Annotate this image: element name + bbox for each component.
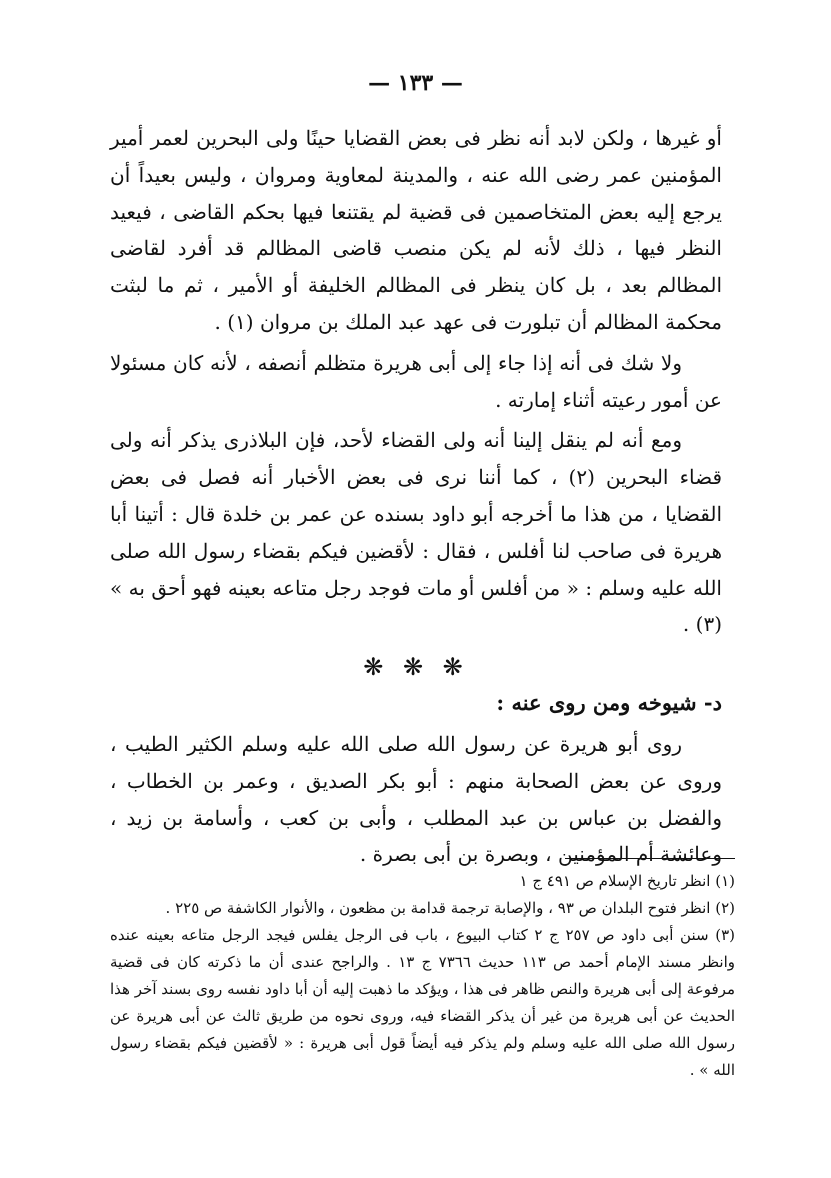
paragraph-3: ومع أنه لم ينقل إلينا أنه ولى القضاء لأحد، فإن البلاذرى يذكر أنه ولى قضاء البحرين (٢) ، كما أننا نرى فى بعض الأخبار أنه فصل فى بعض القضايا ، من هذا ما أخرجه أبو داود بسنده عن عمر بن خلدة قال : أتينا أبا هريرة فى صاحب لنا أفلس ، فقال : لأقضين فيكم بقضاء رسول الله صلى الله عليه وسلم : « من أفلس أو مات فوجد رجل متاعه بعينه فهو أحق به » (٣) . — [110, 428, 723, 637]
footnote-2: (٢) انظر فتوح البلدان ص ٩٣ ، والإصابة ترجمة قدامة بن مظعون ، والأنوار الكاشفة ص ٢٢٥ . — [165, 899, 735, 917]
page-number: — ١٣٣ — — [368, 70, 463, 96]
section-heading: د- شيوخه ومن روى عنه : — [496, 690, 722, 716]
footnote-1: (١) انظر تاريخ الإسلام ص ٤٩١ ج ١ — [519, 872, 735, 890]
paragraph-2: ولا شك فى أنه إذا جاء إلى أبى هريرة متظلم أنصفه ، لأنه كان مسئولا عن أمور رعيته أثناء إمارته . — [110, 350, 722, 412]
paragraph-4: روى أبو هريرة عن رسول الله صلى الله عليه وسلم الكثير الطيب ، وروى عن بعض الصحابة منهم : أبو بكر الصديق ، وعمر بن الخطاب ، والفضل بن عباس بن عبد المطلب ، وأبى بن كعب ، وأسامة بن زيد ، وعائشة أم المؤمنين ، وبصرة بن أبى بصرة . — [110, 731, 722, 867]
section-ornament: ❋ ❋ ❋ — [363, 653, 469, 682]
footnote-separator — [565, 858, 735, 859]
main-text — [110, 120, 722, 877]
footnote-3: (٣) سنن أبى داود ص ٢٥٧ ج ٢ كتاب البيوع ، باب فى الرجل يفلس فيجد الرجل متاعه بعينه عنده وانظر مسند الإمام أحمد ص ١١٣ حديث ٧٣٦٦ ج ١٣ . والراجح عندى أن ما ذكرته كان فى قضية مرفوعة إلى أبى هريرة والنص ظاهر فى هذا ، ويؤكد ما ذهبت إليه أن أبا داود نفسه روى بسند آخر هذا الحديث عن أبى هريرة من غير أن يذكر القضاء فيه، وروى نحوه من طريق ثالث عن أبى هريرة عن رسول الله صلى الله عليه وسلم ولم يذكر فيه أيضاً قول أبى هريرة : « لأقضين فيكم بقضاء رسول الله » . — [110, 926, 735, 1079]
footnotes — [110, 868, 735, 1084]
paragraph-1: أو غيرها ، ولكن لابد أنه نظر فى بعض القضايا حينًا ولى البحرين لعمر أمير المؤمنين عمر رضى الله عنه ، والمدينة لمعاوية ومروان ، وليس بعيداً أن يرجع إليه بعض المتخاصمين فى قضية لم يقتنعا فيها بحكم القاضى ، فيعيد النظر فيها ، ذلك لأنه لم يكن منصب قاضى المظالم قد أفرد لقاضى المظالم بعد ، بل كان ينظر فى المظالم الخليفة أو الأمير ، ثم ما لبثت محكمة المظالم أن تبلورت فى عهد عبد الملك بن مروان (١) . — [110, 126, 722, 334]
